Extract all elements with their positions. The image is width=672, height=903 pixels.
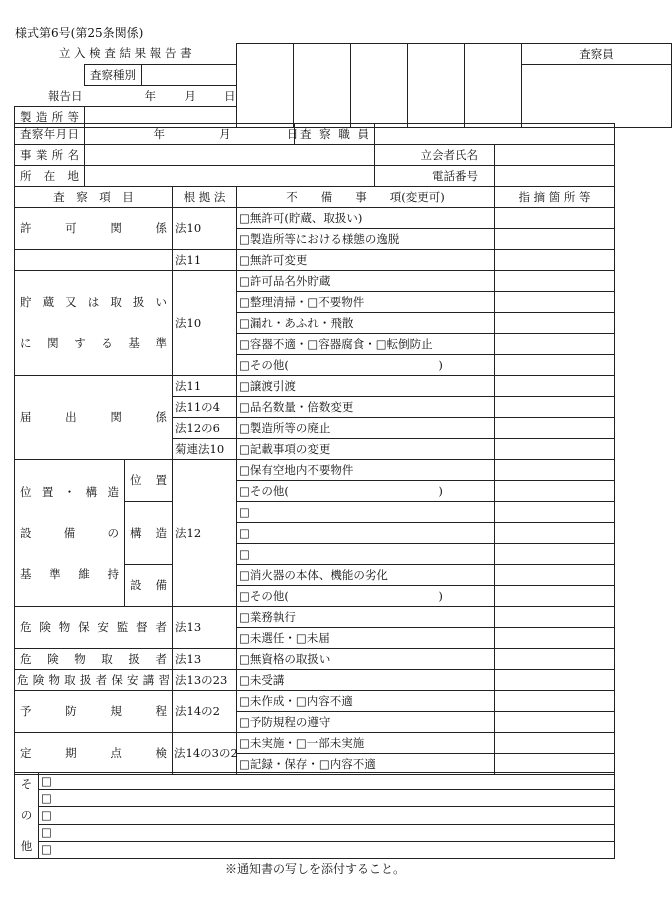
training-location[interactable]: [495, 670, 615, 691]
periodic-location-1[interactable]: [495, 733, 615, 754]
stamp-box-3[interactable]: [351, 44, 408, 128]
form-number: 様式第6号(第25条関係): [15, 26, 144, 40]
inspector-label: 査察員: [522, 44, 672, 65]
stamp-box-2[interactable]: [294, 44, 351, 128]
witness-field[interactable]: [495, 145, 615, 166]
notification-location-1[interactable]: [495, 376, 615, 397]
report-date-row[interactable]: [15, 86, 237, 107]
report-date-year: 年: [144, 88, 157, 103]
other-item-2[interactable]: □: [39, 790, 615, 807]
sub-structure-label: 構 造: [125, 502, 173, 565]
inspection-date-field[interactable]: [85, 124, 299, 145]
storage-basis: 法10: [173, 271, 237, 376]
permit-item-2[interactable]: □製造所等における様態の逸脱: [237, 229, 495, 250]
handler-item[interactable]: □無資格の取扱い: [237, 649, 495, 670]
col-header-location: 指 摘 箇 所 等: [495, 187, 615, 208]
phone-label-cell: [375, 166, 495, 187]
storage-item-2[interactable]: □整理清掃・□不要物件: [237, 292, 495, 313]
inspection-staff-field[interactable]: [375, 124, 615, 145]
supervisor-item-2[interactable]: □未選任・□未届: [237, 628, 495, 649]
report-date-month: 月: [184, 88, 196, 103]
prevention-location-2[interactable]: [495, 712, 615, 733]
notification-item-4[interactable]: □記載事項の変更: [237, 439, 495, 460]
notification-basis-1: 法11: [173, 376, 237, 397]
permit-item-3[interactable]: □無許可変更: [237, 250, 495, 271]
notification-item-2[interactable]: □品名数量・倍数変更: [237, 397, 495, 418]
structure-location-6[interactable]: [495, 565, 615, 586]
permit-label-spacer: [15, 250, 173, 271]
training-basis: 法13の23: [173, 670, 237, 691]
notification-location-2[interactable]: [495, 397, 615, 418]
other-item-3[interactable]: □: [39, 807, 615, 824]
inspection-type-label: 査察種別: [85, 65, 142, 86]
notification-location-3[interactable]: [495, 418, 615, 439]
periodic-basis: 法14の3の2: [173, 733, 237, 775]
other-label-3: 他: [20, 839, 33, 853]
storage-location-1[interactable]: [495, 271, 615, 292]
periodic-item-1[interactable]: □未実施・□一部未実施: [237, 733, 495, 754]
permit-location-1[interactable]: [495, 208, 615, 229]
storage-location-4[interactable]: [495, 334, 615, 355]
storage-item-4[interactable]: □容器不適・□容器腐食・□転倒防止: [237, 334, 495, 355]
supervisor-basis: 法13: [173, 607, 237, 649]
other-item-1[interactable]: □: [39, 773, 615, 790]
storage-label-1: 貯蔵又は取扱い: [20, 295, 167, 309]
notification-item-3[interactable]: □製造所等の廃止: [237, 418, 495, 439]
permit-location-2[interactable]: [495, 229, 615, 250]
report-title: 立 入 検 査 結 果 報 告 書: [58, 46, 192, 61]
header-table: [14, 43, 672, 128]
section-structure-label: [15, 460, 125, 607]
inspection-type-field[interactable]: [142, 65, 237, 86]
structure-label-3: 基準維持: [20, 566, 119, 581]
inspection-date-month: 月: [219, 126, 231, 141]
storage-location-5[interactable]: [495, 355, 615, 376]
phone-label: 電話番号: [432, 168, 478, 183]
section-prevention-label: 予 防 規 程: [15, 691, 173, 733]
section-periodic-label: 定 期 点 検: [15, 733, 173, 775]
inspector-stamp-box[interactable]: [522, 65, 672, 128]
report-date-label: 報告日: [48, 88, 83, 103]
sub-equipment-label: 設 備: [125, 565, 173, 607]
footer-note: ※通知書の写しを添付すること。: [224, 862, 405, 876]
structure-basis: 法12: [173, 460, 237, 607]
structure-location-4[interactable]: [495, 523, 615, 544]
storage-item-1[interactable]: □許可品名外貯蔵: [237, 271, 495, 292]
storage-location-3[interactable]: [495, 313, 615, 334]
storage-item-5[interactable]: □その他( ): [237, 355, 495, 376]
structure-item-6[interactable]: □消火器の本体、機能の劣化: [237, 565, 495, 586]
sub-position-label: 位 置: [125, 460, 173, 502]
handler-location[interactable]: [495, 649, 615, 670]
supervisor-location-2[interactable]: [495, 628, 615, 649]
col-header-deficiency: 不 備 事 項(変更可): [237, 187, 495, 208]
notification-basis-3: 法12の6: [173, 418, 237, 439]
section-supervisor-label: 危険物保安監督者: [15, 607, 173, 649]
prevention-item-1[interactable]: □未作成・□内容不適: [237, 691, 495, 712]
permit-basis-1: 法10: [173, 208, 237, 250]
section-notification-label: 届 出 関 係: [15, 376, 173, 460]
storage-label-2: に関する基準: [20, 336, 167, 350]
structure-item-2[interactable]: □その他( ): [237, 481, 495, 502]
address-label: 所 在 地: [15, 166, 85, 187]
inspection-date-day: 日: [286, 126, 299, 141]
structure-label-1: 位置・構造: [20, 484, 119, 499]
prevention-item-2[interactable]: □予防規程の遵守: [237, 712, 495, 733]
structure-item-5[interactable]: □: [237, 544, 495, 565]
permit-item-1[interactable]: □無許可(貯蔵、取扱い): [237, 208, 495, 229]
witness-label-cell: [375, 145, 495, 166]
witness-label: 立会者氏名: [420, 147, 478, 162]
other-label-1: そ: [20, 777, 33, 791]
supervisor-location-1[interactable]: [495, 607, 615, 628]
storage-item-3[interactable]: □漏れ・あふれ・飛散: [237, 313, 495, 334]
structure-location-3[interactable]: [495, 502, 615, 523]
other-item-5[interactable]: □: [39, 841, 615, 858]
handler-basis: 法13: [173, 649, 237, 670]
permit-location-3[interactable]: [495, 250, 615, 271]
other-item-4[interactable]: □: [39, 824, 615, 841]
notification-basis-4: 菊連法10: [173, 439, 237, 460]
stamp-box-4[interactable]: [408, 44, 465, 128]
prevention-location-1[interactable]: [495, 691, 615, 712]
section-handler-label: 危険物取扱者: [15, 649, 173, 670]
business-field[interactable]: [85, 145, 375, 166]
section-other-label: [15, 773, 39, 859]
supervisor-item-1[interactable]: □業務執行: [237, 607, 495, 628]
notification-basis-2: 法11の4: [173, 397, 237, 418]
phone-field[interactable]: [495, 166, 615, 187]
structure-label-2: 設備の: [20, 525, 119, 540]
structure-location-7[interactable]: [495, 586, 615, 607]
section-storage-label: [15, 271, 173, 376]
notification-item-1[interactable]: □譲渡引渡: [237, 376, 495, 397]
storage-location-2[interactable]: [495, 292, 615, 313]
structure-location-5[interactable]: [495, 544, 615, 565]
col-header-item: 査 察 項 目: [15, 187, 173, 208]
stamp-box-5[interactable]: [465, 44, 522, 128]
inspection-table: [14, 186, 615, 775]
structure-location-2[interactable]: [495, 481, 615, 502]
training-item[interactable]: □未受講: [237, 670, 495, 691]
prevention-basis: 法14の2: [173, 691, 237, 733]
notification-location-4[interactable]: [495, 439, 615, 460]
structure-item-3[interactable]: □: [237, 502, 495, 523]
structure-item-1[interactable]: □保有空地内不要物件: [237, 460, 495, 481]
structure-item-7[interactable]: □その他( ): [237, 586, 495, 607]
periodic-item-2[interactable]: □記録・保存・□内容不適: [237, 754, 495, 775]
structure-item-4[interactable]: □: [237, 523, 495, 544]
other-label-2: の: [20, 808, 33, 822]
stamp-box-1[interactable]: [237, 44, 294, 128]
inspection-staff-label: 査 察 職 員: [295, 124, 375, 145]
report-date-day: 日: [223, 88, 236, 103]
other-table: [14, 772, 615, 859]
section-training-label: 危険物取扱者保安講習: [15, 670, 173, 691]
address-field[interactable]: [85, 166, 375, 187]
col-header-basis: 根 拠 法: [173, 187, 237, 208]
section-permit-label: 許 可 関 係: [15, 208, 173, 250]
permit-basis-2: 法11: [173, 250, 237, 271]
structure-location-1[interactable]: [495, 460, 615, 481]
inspection-date-label: 査察年月日: [15, 124, 85, 145]
business-label: 事 業 所 名: [15, 145, 85, 166]
info-table: [14, 123, 615, 187]
facility-label: 製 造 所 等: [15, 107, 85, 128]
inspection-date-year: 年: [153, 126, 165, 141]
